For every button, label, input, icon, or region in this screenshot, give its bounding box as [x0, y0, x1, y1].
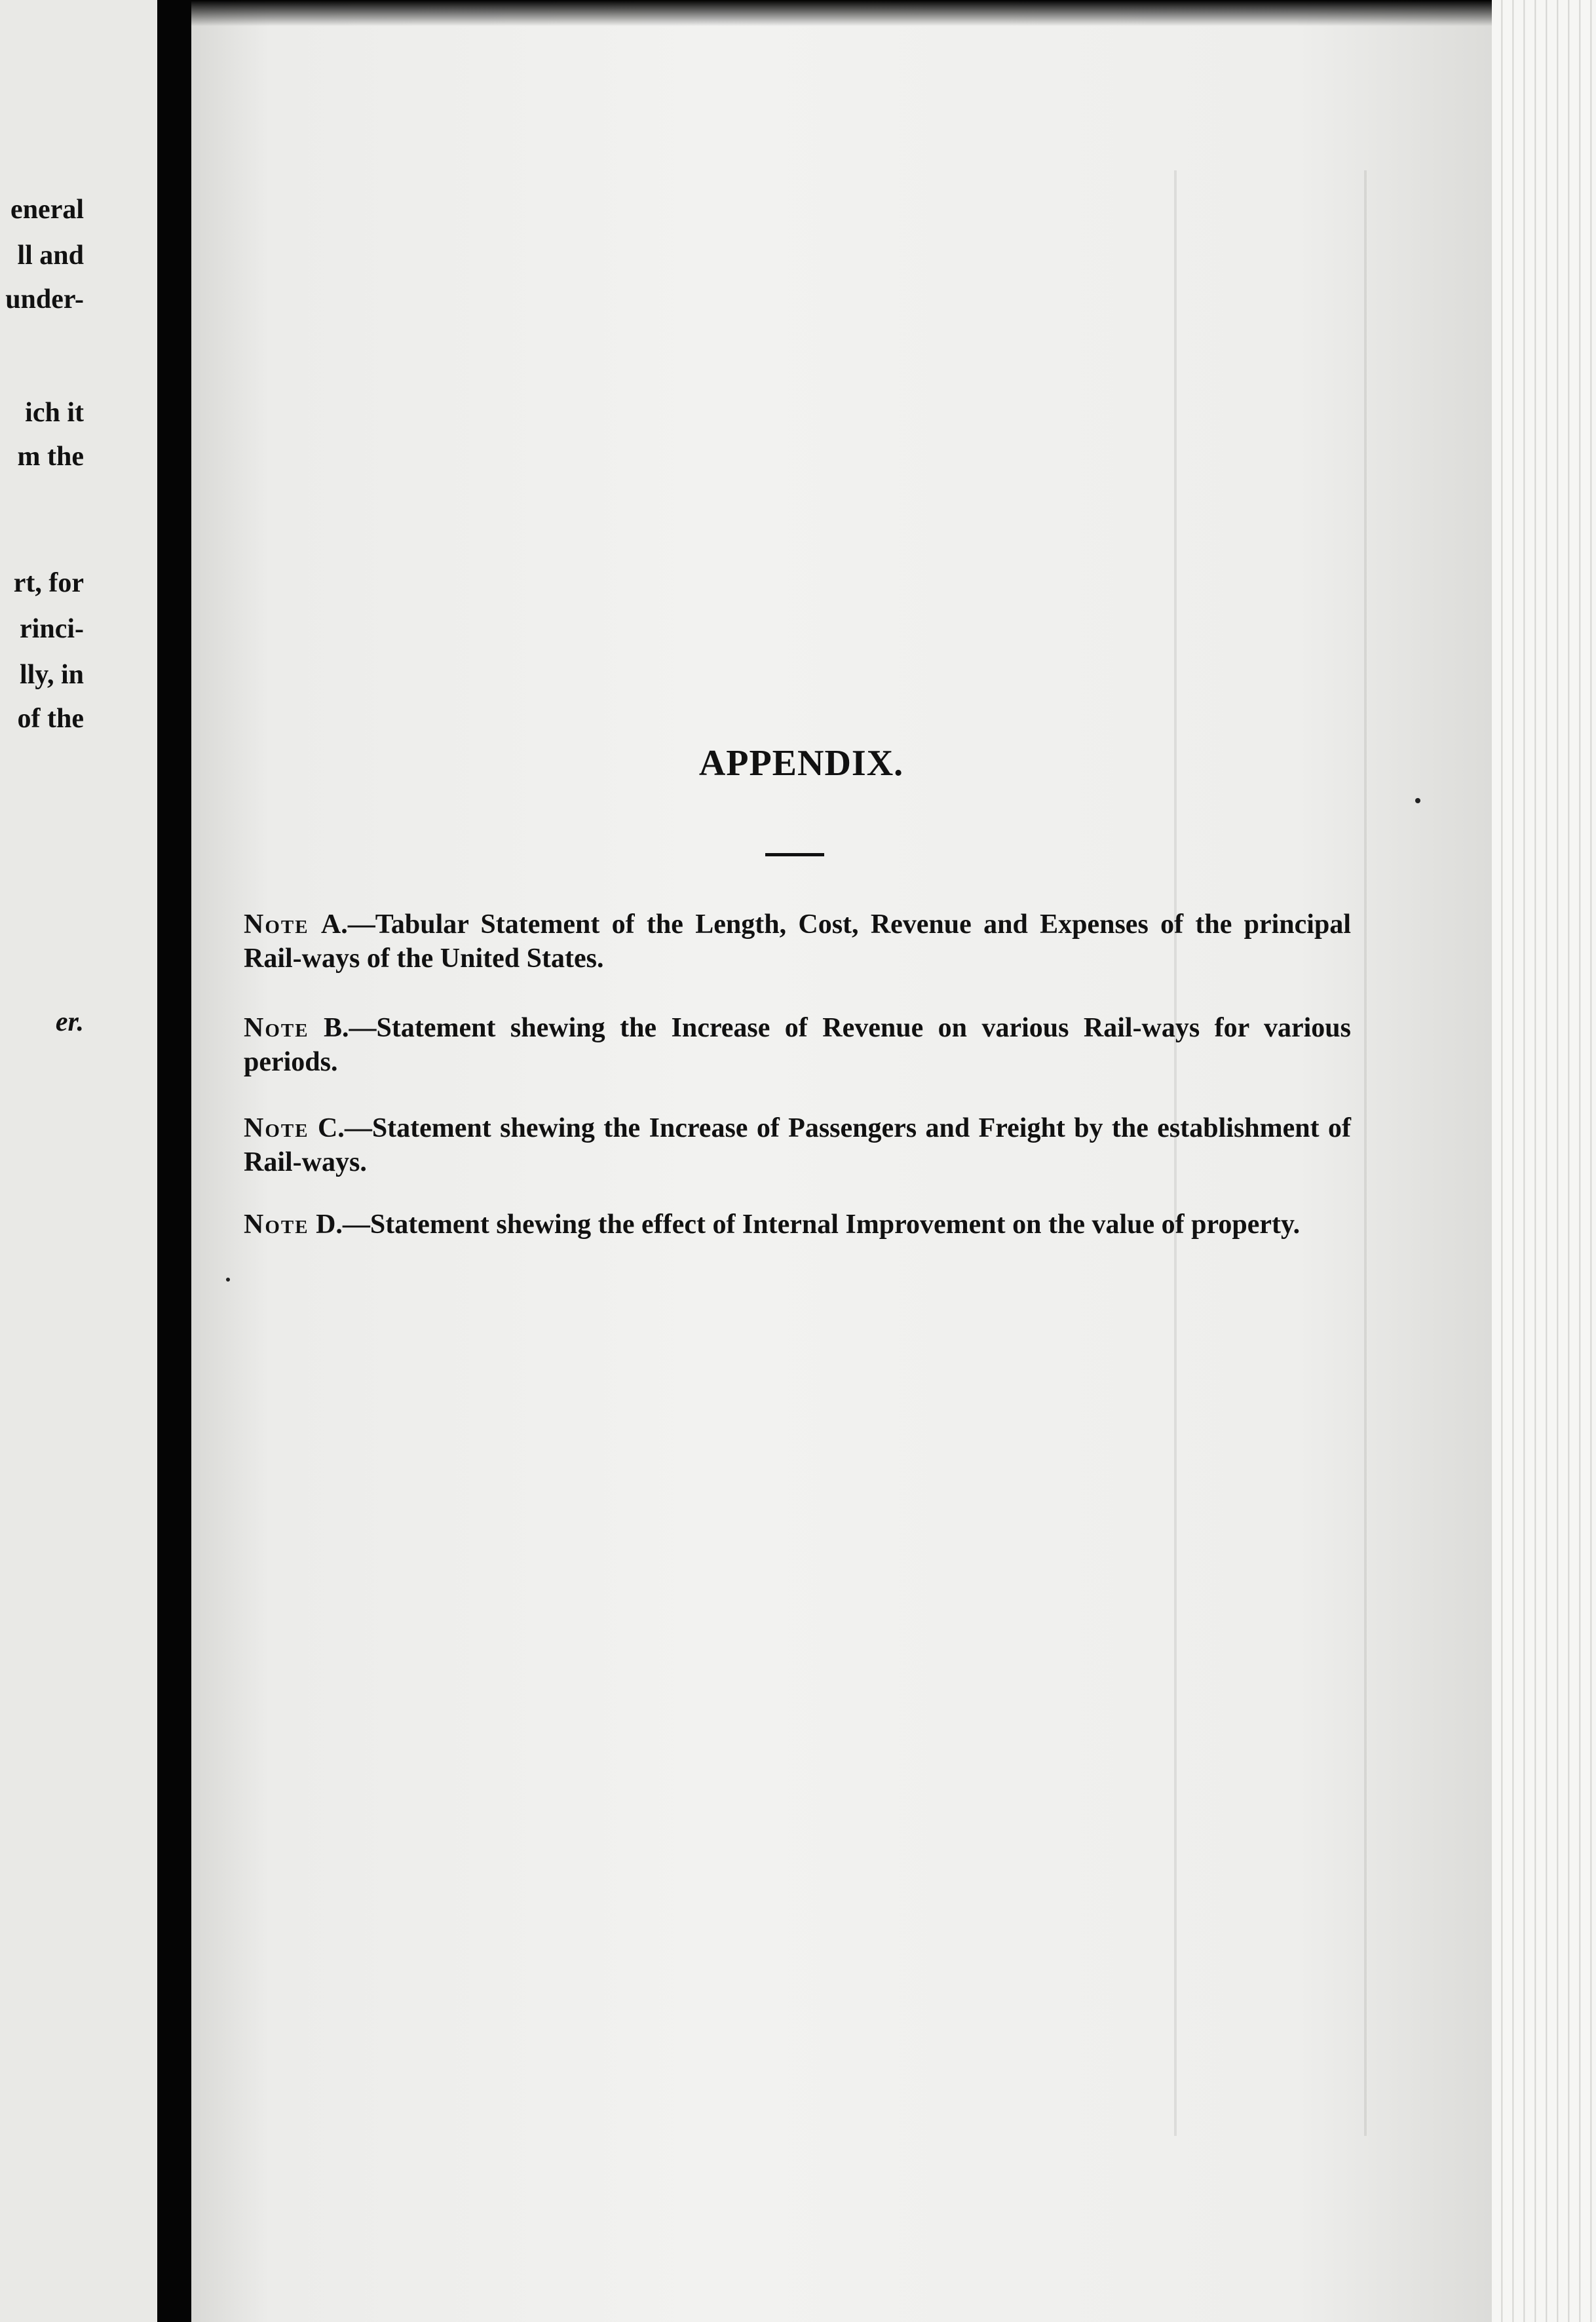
note-label: Note — [244, 1013, 309, 1043]
note-text: —Statement shewing the Increase of Passengers and Freight by the establishment of Rail-ways. — [244, 1113, 1352, 1177]
book-gutter — [157, 0, 191, 2322]
title-rule — [765, 853, 824, 856]
left-fragment: under- — [5, 284, 84, 314]
left-fragment: rt, for — [13, 568, 84, 598]
note-c — [244, 1111, 1351, 1179]
page-title: APPENDIX. — [698, 743, 904, 784]
note-text: —Statement shewing the effect of Internal Improvement on the value of property. — [342, 1209, 1301, 1240]
left-fragment: ich it — [25, 398, 84, 428]
page-block-edges — [1492, 0, 1596, 2322]
note-letter: A. — [320, 909, 348, 940]
note-letter: B. — [324, 1013, 349, 1043]
left-fragment: er. — [55, 1007, 84, 1037]
note-a — [244, 907, 1351, 976]
ink-spot — [1415, 798, 1420, 803]
note-letter: D. — [316, 1209, 343, 1240]
left-fragment: m the — [17, 442, 84, 472]
note-letter: C. — [317, 1113, 345, 1143]
top-shadow — [191, 0, 1492, 26]
left-fragment: rinci- — [20, 614, 84, 644]
note-d — [244, 1208, 1351, 1242]
left-fragment: eneral — [10, 195, 84, 225]
note-label: Note — [244, 909, 309, 940]
left-fragment: of the — [17, 704, 84, 734]
left-fragment: ll and — [17, 240, 84, 271]
note-label: Note — [244, 1209, 309, 1240]
left-page-edge — [0, 0, 157, 2322]
note-label: Note — [244, 1113, 309, 1143]
ink-spot — [226, 1278, 230, 1282]
note-text: —Statement shewing the Increase of Revenue on various Rail-ways for various periods. — [244, 1013, 1351, 1077]
note-b — [244, 1011, 1351, 1079]
left-fragment: lly, in — [19, 660, 84, 690]
note-text: —Tabular Statement of the Length, Cost, Revenue and Expenses of the principal Rail-ways of the United States. — [244, 909, 1351, 974]
